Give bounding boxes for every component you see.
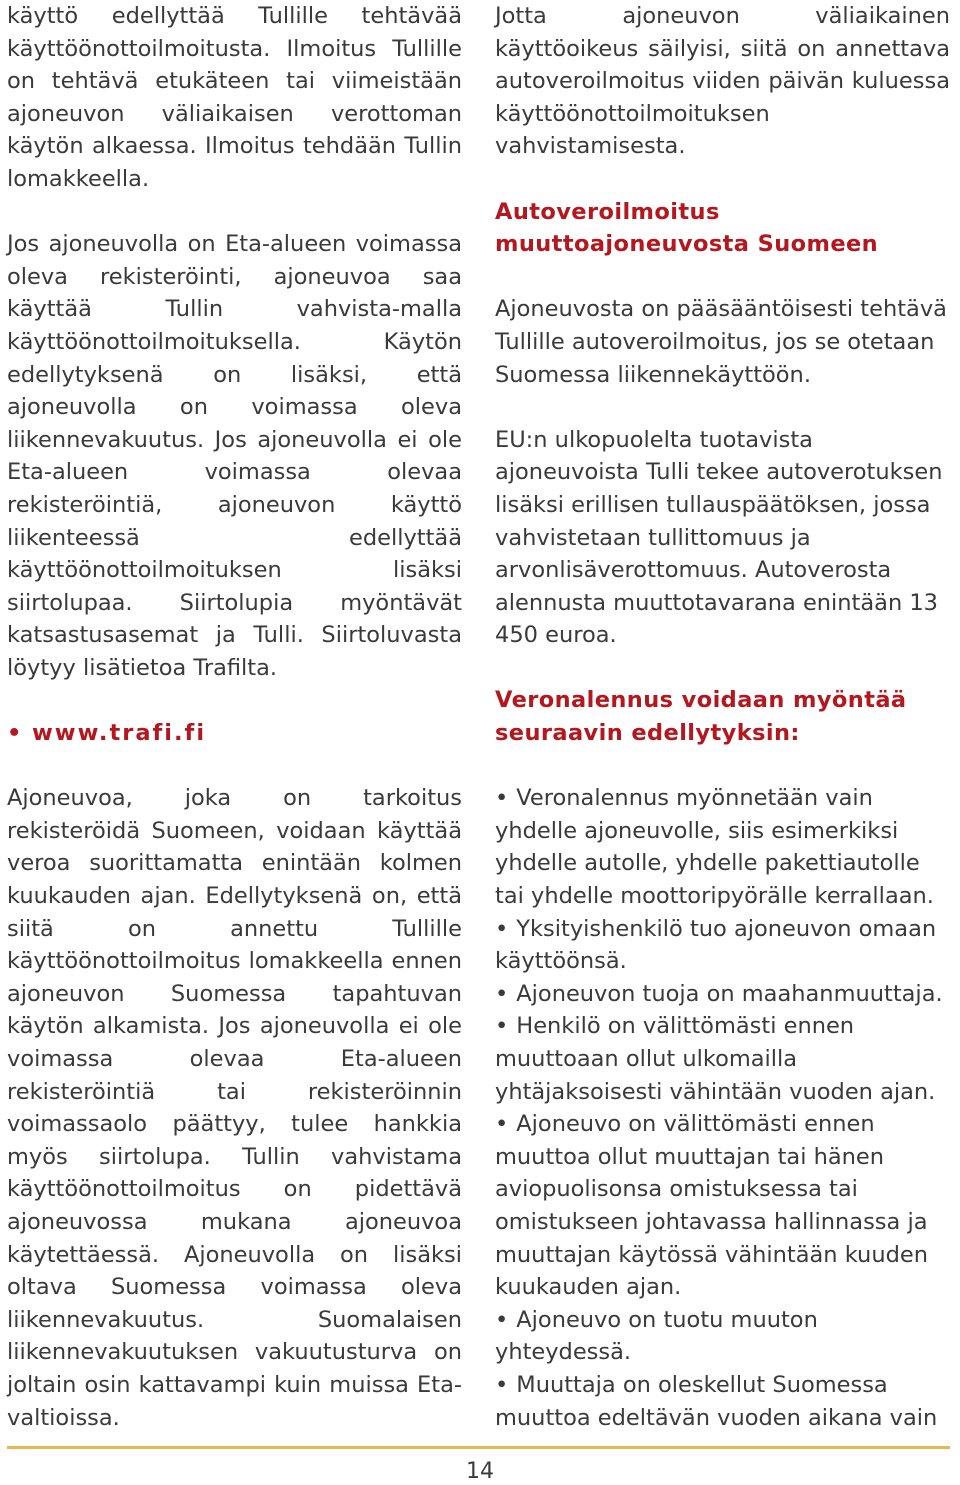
bullet-marker: • xyxy=(495,915,509,942)
list-item-text: Ajoneuvon tuoja on maahanmuuttaja. xyxy=(516,980,943,1007)
list-item xyxy=(495,978,950,1011)
section-heading: Veronalennus voidaan myöntää seuraavin edellytyksin: xyxy=(495,687,907,747)
list-item xyxy=(495,1304,950,1369)
list-item-text: Yksityishenkilö tuo ajoneuvon omaan käyttöönsä. xyxy=(495,915,937,975)
section-heading: Autoveroilmoitus muuttoajoneuvosta Suomeen xyxy=(495,198,879,258)
body-paragraph: käyttö edellyttää Tullille tehtävää käyttöönottoilmoitusta. Ilmoitus Tullille on tehtävä etukäteen tai viimeistään ajoneuvon väliaikaisen verottoman käytön alkaessa. Ilmoitus tehdään Tullin lomakkeella. xyxy=(7,3,462,192)
conditions-list xyxy=(495,782,950,1434)
list-item-text: Henkilö on välittömästi ennen muuttoaan ollut ulkomailla yhtäjaksoisesti vähintään vuoden ajan. xyxy=(495,1013,936,1105)
bullet-marker: • xyxy=(495,1013,509,1040)
right-column xyxy=(495,0,950,1434)
body-paragraph: Jotta ajoneuvon väliaikainen käyttöoikeus säilyisi, siitä on annettava autoveroilmoitus viiden päivän kuluessa käyttöönottoilmoituksen vahvistamisesta. xyxy=(495,3,950,160)
list-item-text: Ajoneuvo on välittömästi ennen muuttoa ollut muuttajan tai hänen aviopuolisonsa omistuksessa tai omistukseen johtavassa hallinnassa ja muuttajan käytössä vähintään kuuden kuukauden ajan. xyxy=(495,1111,928,1301)
list-item-text: Veronalennus myönnetään vain yhdelle ajoneuvolle, siis esimerkiksi yhdelle autolle, yhdelle pakettiautolle tai yhdelle moottoripyörälle kerrallaan. xyxy=(495,785,934,910)
list-item-text: Ajoneuvo on tuotu muuton yhteydessä. xyxy=(495,1306,818,1366)
trafi-link[interactable]: www.trafi.fi xyxy=(32,720,207,747)
body-paragraph: EU:n ulkopuolelta tuotavista ajoneuvoista Tulli tekee autoverotuksen lisäksi erillisen tullauspäätöksen, jossa vahvistetaan tullittomuus ja arvonlisäverottomuus. Autoverosta alennusta muuttotavarana enintään 13 450 euroa. xyxy=(495,426,943,649)
list-item xyxy=(495,1108,950,1304)
list-item-text: Muuttaja on oleskellut Suomessa muuttoa edeltävän vuoden aikana vain xyxy=(495,1371,938,1431)
bullet-marker: • xyxy=(495,980,509,1007)
body-paragraph: Ajoneuvoa, joka on tarkoitus rekisteröidä Suomeen, voidaan käyttää veroa suorittamatta enintään kolmen kuukauden ajan. Edellytyksenä on, että siitä on annettu Tullille käyttöönottoilmoitus lomakkeella ennen ajoneuvon Suomessa tapahtuvan käytön alkamista. Jos ajoneuvolla ei ole voimassa olevaa Eta-alueen rekisteröintiä tai rekisteröinnin voimassaolo päättyy, tulee hankkia myös siirtolupa. Tullin vahvistama käyttöönottoilmoitus on pidettävä ajoneuvossa mukana ajoneuvoa käytettäessä. Ajoneuvolla on lisäksi oltava Suomessa voimassa oleva liikennevakuutus. Suomalaisen liikennevakuutuksen vakuutusturva on joltain osin kattavampi kuin muissa Eta-valtioissa. xyxy=(7,785,462,1431)
left-column xyxy=(7,0,462,1434)
bullet-marker: • xyxy=(495,1111,509,1138)
link-list-item xyxy=(7,717,462,750)
page-number: 14 xyxy=(466,1459,494,1484)
bullet-marker: • xyxy=(7,720,22,747)
list-item xyxy=(495,913,950,978)
body-paragraph: Ajoneuvosta on pääsääntöisesti tehtävä Tullille autoveroilmoitus, jos se otetaan Suomessa liikennekäyttöön. xyxy=(495,296,947,388)
list-item xyxy=(495,1010,950,1108)
bullet-marker: • xyxy=(495,785,509,812)
list-item xyxy=(495,1369,950,1434)
list-item xyxy=(495,782,950,912)
body-paragraph: Jos ajoneuvolla on Eta-alueen voimassa oleva rekisteröinti, ajoneuvoa saa käyttää Tullin vahvista-malla käyttöönottoilmoituksella. Käytön edellytyksenä on lisäksi, että ajoneuvolla on voimassa oleva liikennevakuutus. Jos ajoneuvolla ei ole Eta-alueen voimassa olevaa rekisteröintiä, ajoneuvon käyttö liikenteessä edellyttää käyttöönottoilmoituksen lisäksi siirtolupaa. Siirtolupia myöntävät katsastusasemat ja Tulli. Siirtoluvasta löytyy lisätietoa Trafilta. xyxy=(7,231,462,681)
bullet-marker: • xyxy=(495,1306,509,1333)
footer-divider xyxy=(7,1446,950,1449)
bullet-marker: • xyxy=(495,1371,509,1398)
